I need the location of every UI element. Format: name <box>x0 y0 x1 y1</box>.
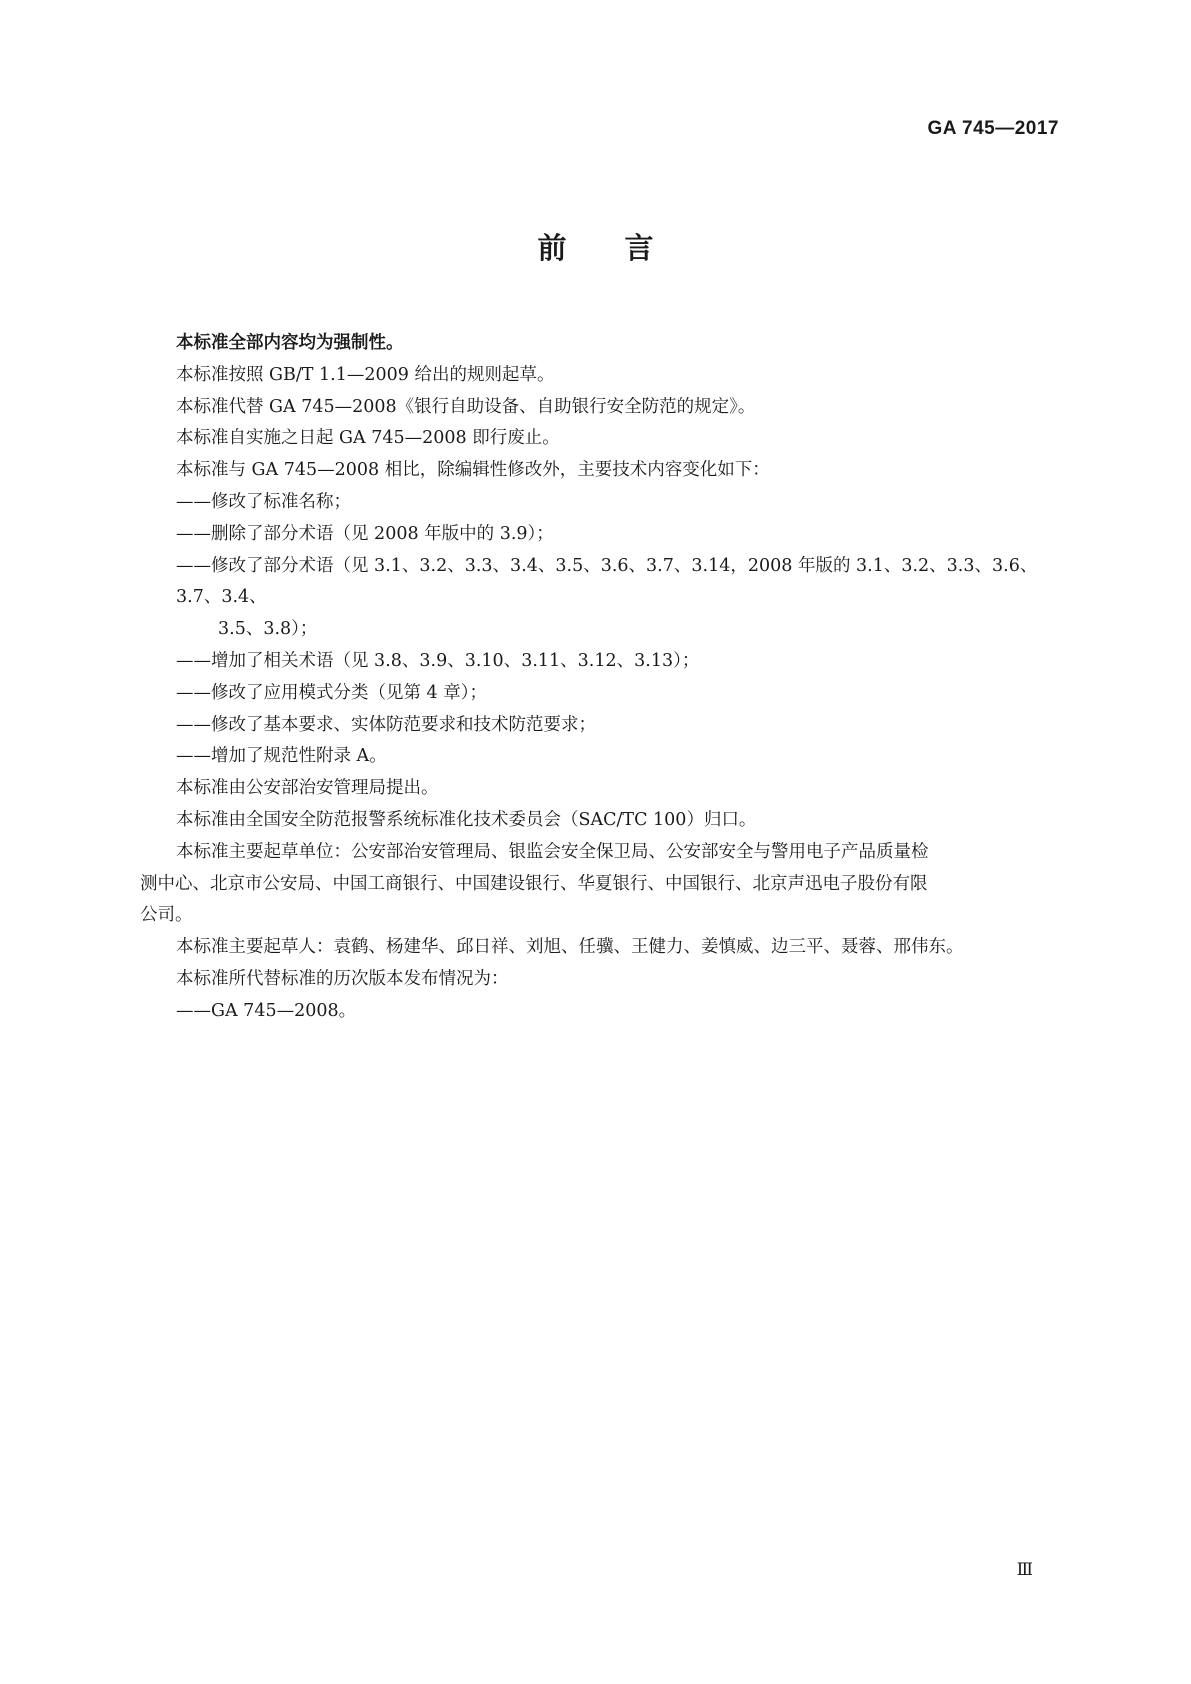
standard-code: GA 745—2017 <box>927 118 1059 139</box>
page-number: Ⅲ <box>1016 1560 1033 1580</box>
paragraph-replaces: 本标准代替 GA 745—2008《银行自助设备、自助银行安全防范的规定》。 <box>176 396 756 417</box>
history-item-1: ——GA 745—2008。 <box>176 1000 357 1021</box>
paragraph-abolish: 本标准自实施之日起 GA 745—2008 即行废止。 <box>176 428 560 449</box>
change-item-5: ——修改了应用模式分类（见第 4 章）； <box>176 682 488 703</box>
paragraph-changes-intro: 本标准与 GA 745—2008 相比，除编辑性修改外，主要技术内容变化如下： <box>176 460 770 481</box>
paragraph-mandatory: 本标准全部内容均为强制性。 <box>176 333 404 353</box>
change-item-7: ——增加了规范性附录 A。 <box>176 746 387 767</box>
paragraph-centralized-by: 本标准由全国安全防范报警系统标准化技术委员会（SAC/TC 100）归口。 <box>176 809 757 830</box>
change-item-3: ——修改了部分术语（见 3.1、3.2、3.3、3.4、3.5、3.6、3.7、3.14，2008 年版的 3.1、3.2、3.3、3.6、3.7、3.4、 <box>176 555 1038 608</box>
paragraph-history-intro: 本标准所代替标准的历次版本发布情况为： <box>176 968 509 989</box>
title-char-2: 言 <box>624 231 654 265</box>
preface-body <box>140 328 1064 1028</box>
title-char-1: 前 <box>537 231 567 265</box>
page-title <box>0 226 1191 267</box>
change-item-3-continued: 3.5、3.8）； <box>218 619 318 640</box>
change-item-2: ——删除了部分术语（见 2008 年版中的 3.9）； <box>176 523 554 544</box>
paragraph-drafting-rule: 本标准按照 GB/T 1.1—2009 给出的规则起草。 <box>176 364 555 385</box>
paragraph-drafting-units-line3: 公司。 <box>140 905 193 926</box>
paragraph-drafters: 本标准主要起草人：袁鹤、杨建华、邱日祥、刘旭、任骥、王健力、姜慎威、边三平、聂蓉、邢伟东。 <box>176 937 964 958</box>
change-item-1: ——修改了标准名称； <box>176 491 351 512</box>
paragraph-proposed-by: 本标准由公安部治安管理局提出。 <box>176 778 439 799</box>
change-item-6: ——修改了基本要求、实体防范要求和技术防范要求； <box>176 714 596 735</box>
change-item-4: ——增加了相关术语（见 3.8、3.9、3.10、3.11、3.12、3.13）； <box>176 650 700 671</box>
paragraph-drafting-units-line1: 本标准主要起草单位：公安部治安管理局、银监会安全保卫局、公安部安全与警用电子产品质量检 <box>176 841 929 862</box>
paragraph-drafting-units-line2: 测中心、北京市公安局、中国工商银行、中国建设银行、华夏银行、中国银行、北京声迅电子股份有限 <box>140 873 928 894</box>
